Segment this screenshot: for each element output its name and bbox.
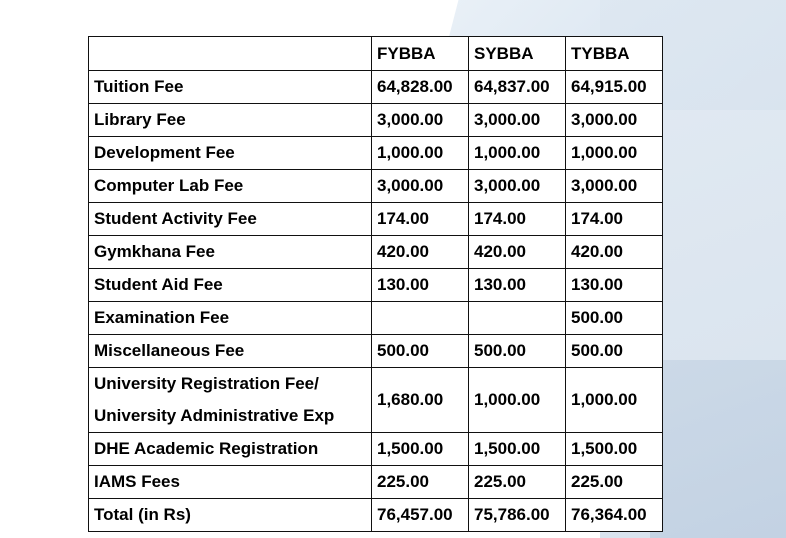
row-label: Student Activity Fee — [89, 203, 372, 236]
sybba-value: 420.00 — [469, 236, 566, 269]
sybba-value: 500.00 — [469, 335, 566, 368]
tybba-value: 1,500.00 — [566, 433, 663, 466]
sybba-value: 3,000.00 — [469, 170, 566, 203]
table-row — [89, 335, 663, 368]
header-label-cell — [89, 37, 372, 71]
sybba-value: 174.00 — [469, 203, 566, 236]
tybba-value: 3,000.00 — [566, 170, 663, 203]
row-label: Total (in Rs) — [89, 499, 372, 532]
tybba-value: 500.00 — [566, 335, 663, 368]
tybba-value: 64,915.00 — [566, 71, 663, 104]
header-sybba: SYBBA — [469, 37, 566, 71]
table-row — [89, 302, 663, 335]
tybba-value: 1,000.00 — [566, 137, 663, 170]
sybba-value: 64,837.00 — [469, 71, 566, 104]
row-label-line-2: University Administrative Exp — [94, 406, 335, 425]
sybba-value — [469, 302, 566, 335]
table-row — [89, 269, 663, 302]
header-tybba: TYBBA — [566, 37, 663, 71]
fybba-value — [372, 302, 469, 335]
fybba-value: 1,000.00 — [372, 137, 469, 170]
sybba-value: 1,000.00 — [469, 137, 566, 170]
fybba-value: 3,000.00 — [372, 104, 469, 137]
tybba-value: 130.00 — [566, 269, 663, 302]
row-label: DHE Academic Registration — [89, 433, 372, 466]
table-row — [89, 433, 663, 466]
table-row — [89, 170, 663, 203]
row-label: Computer Lab Fee — [89, 170, 372, 203]
row-label: IAMS Fees — [89, 466, 372, 499]
row-label: Tuition Fee — [89, 71, 372, 104]
sybba-value: 75,786.00 — [469, 499, 566, 532]
table-row — [89, 71, 663, 104]
fybba-value: 225.00 — [372, 466, 469, 499]
fybba-value: 64,828.00 — [372, 71, 469, 104]
sybba-value: 1,000.00 — [469, 368, 566, 433]
sybba-value: 130.00 — [469, 269, 566, 302]
row-label: Examination Fee — [89, 302, 372, 335]
background-shape-bottom-right — [650, 360, 786, 538]
sybba-value: 3,000.00 — [469, 104, 566, 137]
fybba-value: 1,500.00 — [372, 433, 469, 466]
tybba-value: 225.00 — [566, 466, 663, 499]
total-row — [89, 499, 663, 532]
row-label: Gymkhana Fee — [89, 236, 372, 269]
table-row — [89, 104, 663, 137]
fybba-value: 3,000.00 — [372, 170, 469, 203]
fybba-value: 174.00 — [372, 203, 469, 236]
row-label: Library Fee — [89, 104, 372, 137]
tybba-value: 3,000.00 — [566, 104, 663, 137]
row-label — [89, 368, 372, 433]
tybba-value: 420.00 — [566, 236, 663, 269]
tybba-value: 174.00 — [566, 203, 663, 236]
table-row — [89, 466, 663, 499]
fybba-value: 130.00 — [372, 269, 469, 302]
sybba-value: 1,500.00 — [469, 433, 566, 466]
table-row — [89, 236, 663, 269]
row-label: Student Aid Fee — [89, 269, 372, 302]
tybba-value: 1,000.00 — [566, 368, 663, 433]
table-row — [89, 203, 663, 236]
fybba-value: 500.00 — [372, 335, 469, 368]
row-label-line-1: University Registration Fee/ — [94, 374, 319, 393]
table-row — [89, 137, 663, 170]
fee-structure-table — [88, 36, 663, 532]
header-fybba: FYBBA — [372, 37, 469, 71]
table-header-row — [89, 37, 663, 71]
tybba-value: 500.00 — [566, 302, 663, 335]
fybba-value: 420.00 — [372, 236, 469, 269]
table-row — [89, 368, 663, 433]
sybba-value: 225.00 — [469, 466, 566, 499]
row-label: Development Fee — [89, 137, 372, 170]
tybba-value: 76,364.00 — [566, 499, 663, 532]
fybba-value: 76,457.00 — [372, 499, 469, 532]
fybba-value: 1,680.00 — [372, 368, 469, 433]
row-label: Miscellaneous Fee — [89, 335, 372, 368]
